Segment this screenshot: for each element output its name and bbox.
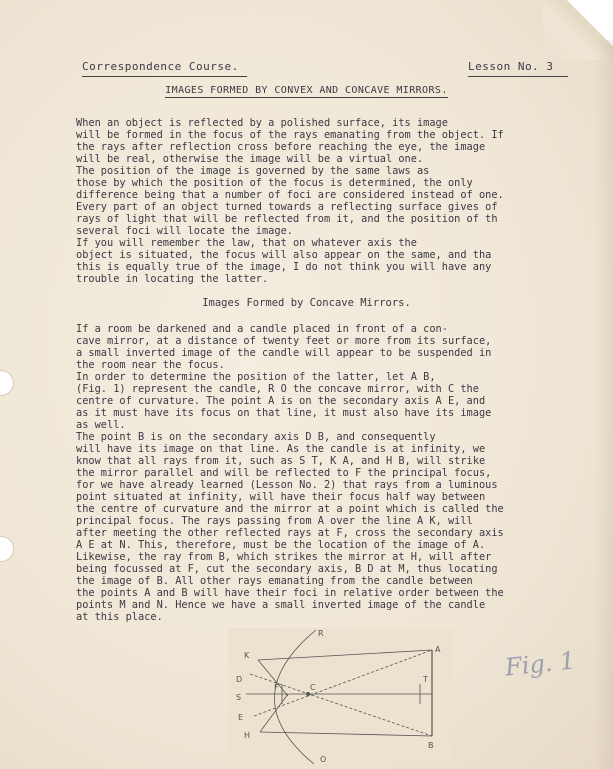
text-line: this is equally true of the image, I do not think you will have any	[76, 261, 492, 273]
handwritten-annotation: Fig. 1	[503, 646, 577, 682]
mirror-arc	[274, 630, 316, 764]
text-line: principal focus. The rays passing from A over the line A K, will	[76, 515, 473, 527]
text-line: The point B is on the secondary axis D B, and consequently	[76, 431, 436, 443]
lesson-number: Lesson No. 3	[468, 60, 554, 73]
text-line: will be formed in the focus of the rays emanating from the object. If	[76, 129, 504, 141]
text-line: If a room be darkened and a candle placed in front of a con-	[76, 323, 448, 335]
text-line: The position of the image is governed by the same laws as	[76, 165, 430, 177]
text-line: the room near the focus.	[76, 359, 225, 371]
text-line: point situated at infinity, will have their focus half way between	[76, 491, 486, 503]
text-line: rays of light that will be reflected from it, and the position of th	[76, 213, 498, 225]
text-line: the mirror parallel and will be reflected to F the principal focus,	[76, 467, 492, 479]
text-line: Likewise, the ray from B, which strikes the mirror at H, will after	[76, 551, 492, 563]
text-line: the centre of curvature and the mirror at a point which is called the	[76, 503, 504, 515]
label-t: T	[423, 675, 428, 684]
header-underline	[468, 76, 568, 77]
punch-hole	[0, 536, 14, 562]
label-k: K	[244, 651, 250, 660]
text-line: the rays after reflection cross before reaching the eye, the image	[76, 141, 486, 153]
text-line: as it must have its focus on that line, it must also have its image	[76, 407, 492, 419]
reflected-ray	[260, 694, 288, 732]
text-line: points M and N. Hence we have a small inverted image of the candle	[76, 599, 486, 611]
section-concave-text	[76, 323, 591, 623]
text-line: (Fig. 1) represent the candle, R O the concave mirror, with C the	[76, 383, 479, 395]
text-line: a small inverted image of the candle will appear to be suspended in	[76, 347, 492, 359]
text-line: Every part of an object turned towards a reflecting surface gives of	[76, 201, 498, 213]
text-line: will be real, otherwise the image will be a virtual one.	[76, 153, 424, 165]
concave-mirror-figure	[228, 628, 452, 766]
text-line: cave mirror, at a distance of twenty feet or more from its surface,	[76, 335, 492, 347]
text-line: object is situated, the focus will also appear on the same, and tha	[76, 249, 492, 261]
ray-diagram	[228, 628, 452, 766]
text-line: difference being that a number of foci are considered instead of one.	[76, 189, 504, 201]
page-title-text: IMAGES FORMED BY CONVEX AND CONCAVE MIRRORS.	[165, 85, 448, 96]
text-line: at this place.	[76, 611, 163, 623]
text-line: as well.	[76, 419, 126, 431]
text-line: If you will remember the law, that on whatever axis the	[76, 237, 417, 249]
label-h: H	[244, 731, 251, 740]
label-a: A	[435, 645, 441, 654]
text-line: the points A and B will have their foci in relative order between the	[76, 587, 504, 599]
section-convex-text	[76, 117, 591, 285]
text-line: When an object is reflected by a polished surface, its image	[76, 117, 448, 129]
label-o: O	[320, 755, 327, 764]
label-c: C	[310, 683, 316, 692]
page-edge-stain	[595, 40, 613, 769]
course-header: Correspondence Course.	[82, 60, 239, 73]
text-line: for we have already learned (Lesson No. 2) that rays from a luminous	[76, 479, 498, 491]
label-d: D	[236, 675, 243, 684]
text-line: after meeting the other reflected rays at F, cross the secondary axis	[76, 527, 504, 539]
text-line: being focussed at F, cut the secondary axis, B D at M, thus locating	[76, 563, 498, 575]
center-of-curvature	[306, 692, 310, 696]
text-line: centre of curvature. The point A is on the secondary axis A E, and	[76, 395, 486, 407]
text-line: those by which the position of the focus is determined, the only	[76, 177, 473, 189]
header-underline	[82, 76, 247, 77]
text-line: will have its image on that line. As the candle is at infinity, we	[76, 443, 486, 455]
axis-a-e	[254, 650, 432, 716]
punch-hole	[0, 370, 14, 396]
text-line: A E at N. This, therefore, must be the location of the image of A.	[76, 539, 486, 551]
section-heading: Images Formed by Concave Mirrors.	[202, 297, 411, 309]
label-e: E	[238, 713, 244, 722]
label-r: R	[318, 629, 324, 638]
ray-k-a	[258, 650, 432, 660]
text-line: the image of B. All other rays emanating from the candle between	[76, 575, 473, 587]
text-line: several foci will locate the image.	[76, 225, 293, 237]
label-s: S	[236, 693, 242, 702]
label-b: B	[428, 741, 434, 750]
text-line: know that all rays from it, such as S T, K A, and H B, will strike	[76, 455, 486, 467]
reflected-ray	[258, 660, 288, 696]
page-title	[0, 85, 613, 96]
label-f: F	[274, 683, 279, 692]
text-line: trouble in locating the latter.	[76, 273, 269, 285]
text-line: In order to determine the position of the latter, let A B,	[76, 371, 436, 383]
